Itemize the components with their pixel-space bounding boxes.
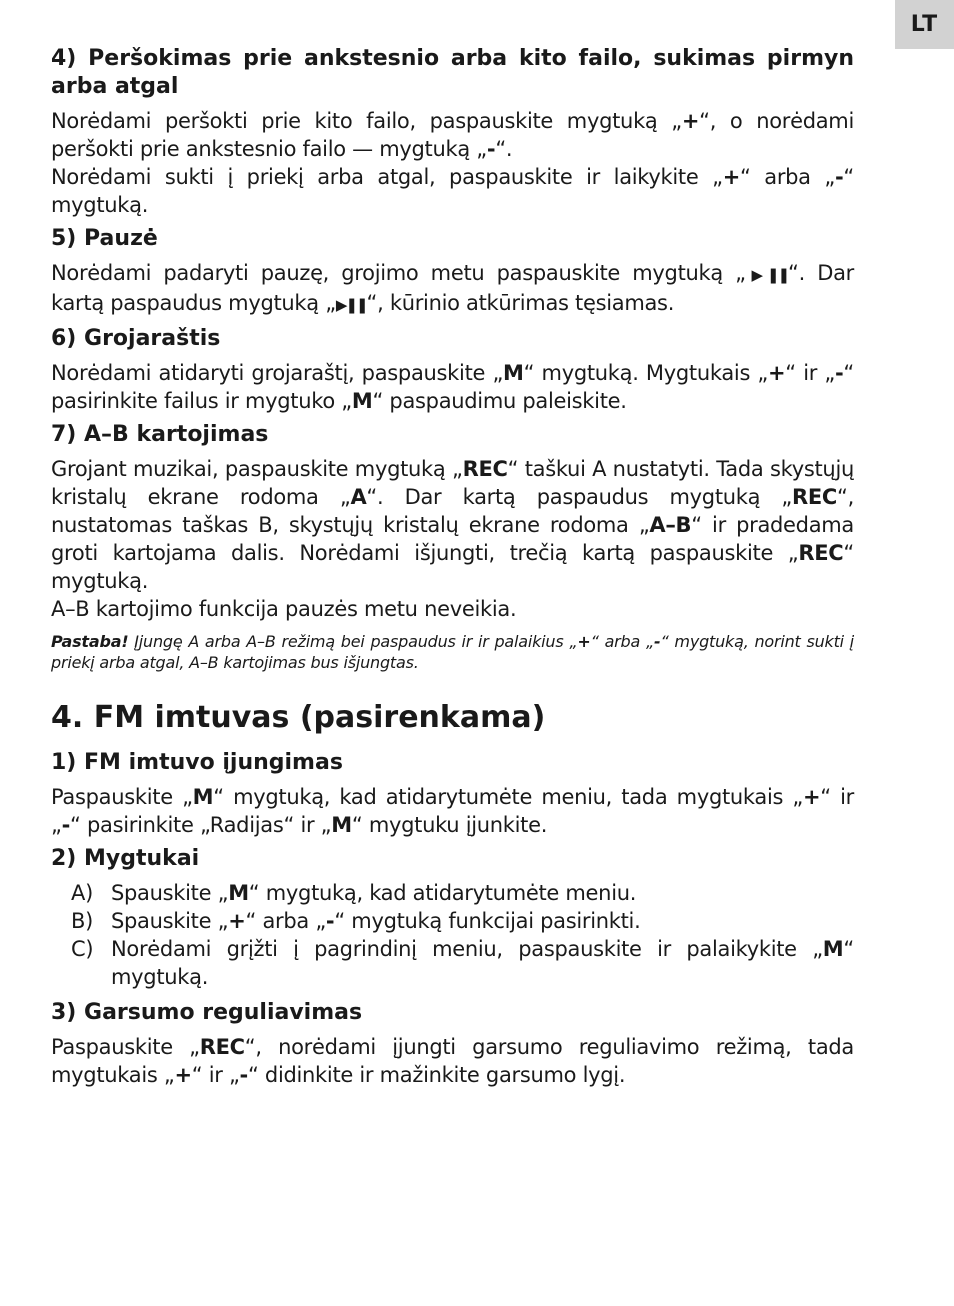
section-heading-skip: 4) Peršokimas prie ankstesnio arba kito failo, sukimas pirmyn arba atgal (51, 46, 854, 99)
section-heading-buttons: 2) Mygtukai (51, 846, 200, 871)
section-heading-playlist: 6) Grojaraštis (51, 326, 221, 351)
paragraph-pause: Norėdami padaryti pauzę, grojimo metu paspauskite mygtuką „▶❚❚“. Dar kartą paspaudus mygtuką „▶❚❚“, kūrinio atkūrimas tęsiamas. (51, 261, 854, 315)
paragraph-ab-repeat: Grojant muzikai, paspauskite mygtuką „REC“ taškui A nustatyti. Tada skystųjų kristalų ekrane rodoma „A“. Dar kartą paspaudus mygtuką „REC“, nustatomas taškas B, skystųjų kristalų ekrane rodoma „A–B“ ir pradedama groti kartojama dalis. Norėdami išjungti, trečią kartą paspauskite „REC“ mygtuką. A–B kartojimo funkcija pauzės metu neveikia. (51, 457, 855, 621)
paragraph-volume: Paspauskite „REC“, norėdami įjungti garsumo reguliavimo režimą, tada mygtukais „+“ ir „-“ didinkite ir mažinkite garsumo lygį. (51, 1035, 854, 1087)
section-heading-volume: 3) Garsumo reguliavimas (51, 1000, 363, 1025)
list-item: A) Spauskite „M“ mygtuką, kad atidarytumėte meniu. (71, 881, 637, 905)
list-item: C) Norėdami grįžti į pagrindinį meniu, paspauskite ir palaikykite „M“ mygtuką. (71, 937, 854, 989)
section-heading-ab-repeat: 7) A–B kartojimas (51, 422, 269, 447)
language-label: LT (910, 12, 939, 37)
play-pause-icon: ▶❚❚ (335, 296, 367, 314)
play-pause-icon: ▶❚❚ (745, 266, 789, 284)
language-tab (895, 0, 954, 49)
list-item: B) Spauskite „+“ arba „-“ mygtuką funkcijai pasirinkti. (71, 909, 641, 933)
section-heading-pause: 5) Pauzė (51, 226, 158, 251)
section-heading-fm-on: 1) FM imtuvo įjungimas (51, 750, 343, 775)
buttons-list (51, 879, 854, 991)
chapter-title: 4. FM imtuvas (pasirenkama) (51, 700, 546, 735)
note-paragraph: Pastaba! Įjungę A arba A–B režimą bei paspaudus ir ir palaikius „+“ arba „-“ mygtuką, norint sukti į priekį arba atgal, A–B kartojimas bus išjungtas. (51, 632, 854, 672)
paragraph-fm-on: Paspauskite „M“ mygtuką, kad atidarytumėte meniu, tada mygtukais „+“ ir „-“ pasirinkite „Radijas“ ir „M“ mygtuku įjunkite. (51, 785, 854, 837)
note-label: Pastaba! (51, 632, 129, 651)
paragraph-playlist: Norėdami atidaryti grojaraštį, paspauskite „M“ mygtuką. Mygtukais „+“ ir „-“ pasirinkite failus ir mygtuko „M“ paspaudimu paleiskite. (51, 361, 854, 413)
page-content (51, 45, 854, 1095)
paragraph-skip-files: Norėdami peršokti prie kito failo, paspauskite mygtuką „+“, o norėdami peršokti prie ankstesnio failo — mygtuką „-“. Norėdami sukti į priekį arba atgal, paspauskite ir laikykite „+“ arba „-“ mygtuką. (51, 109, 854, 217)
